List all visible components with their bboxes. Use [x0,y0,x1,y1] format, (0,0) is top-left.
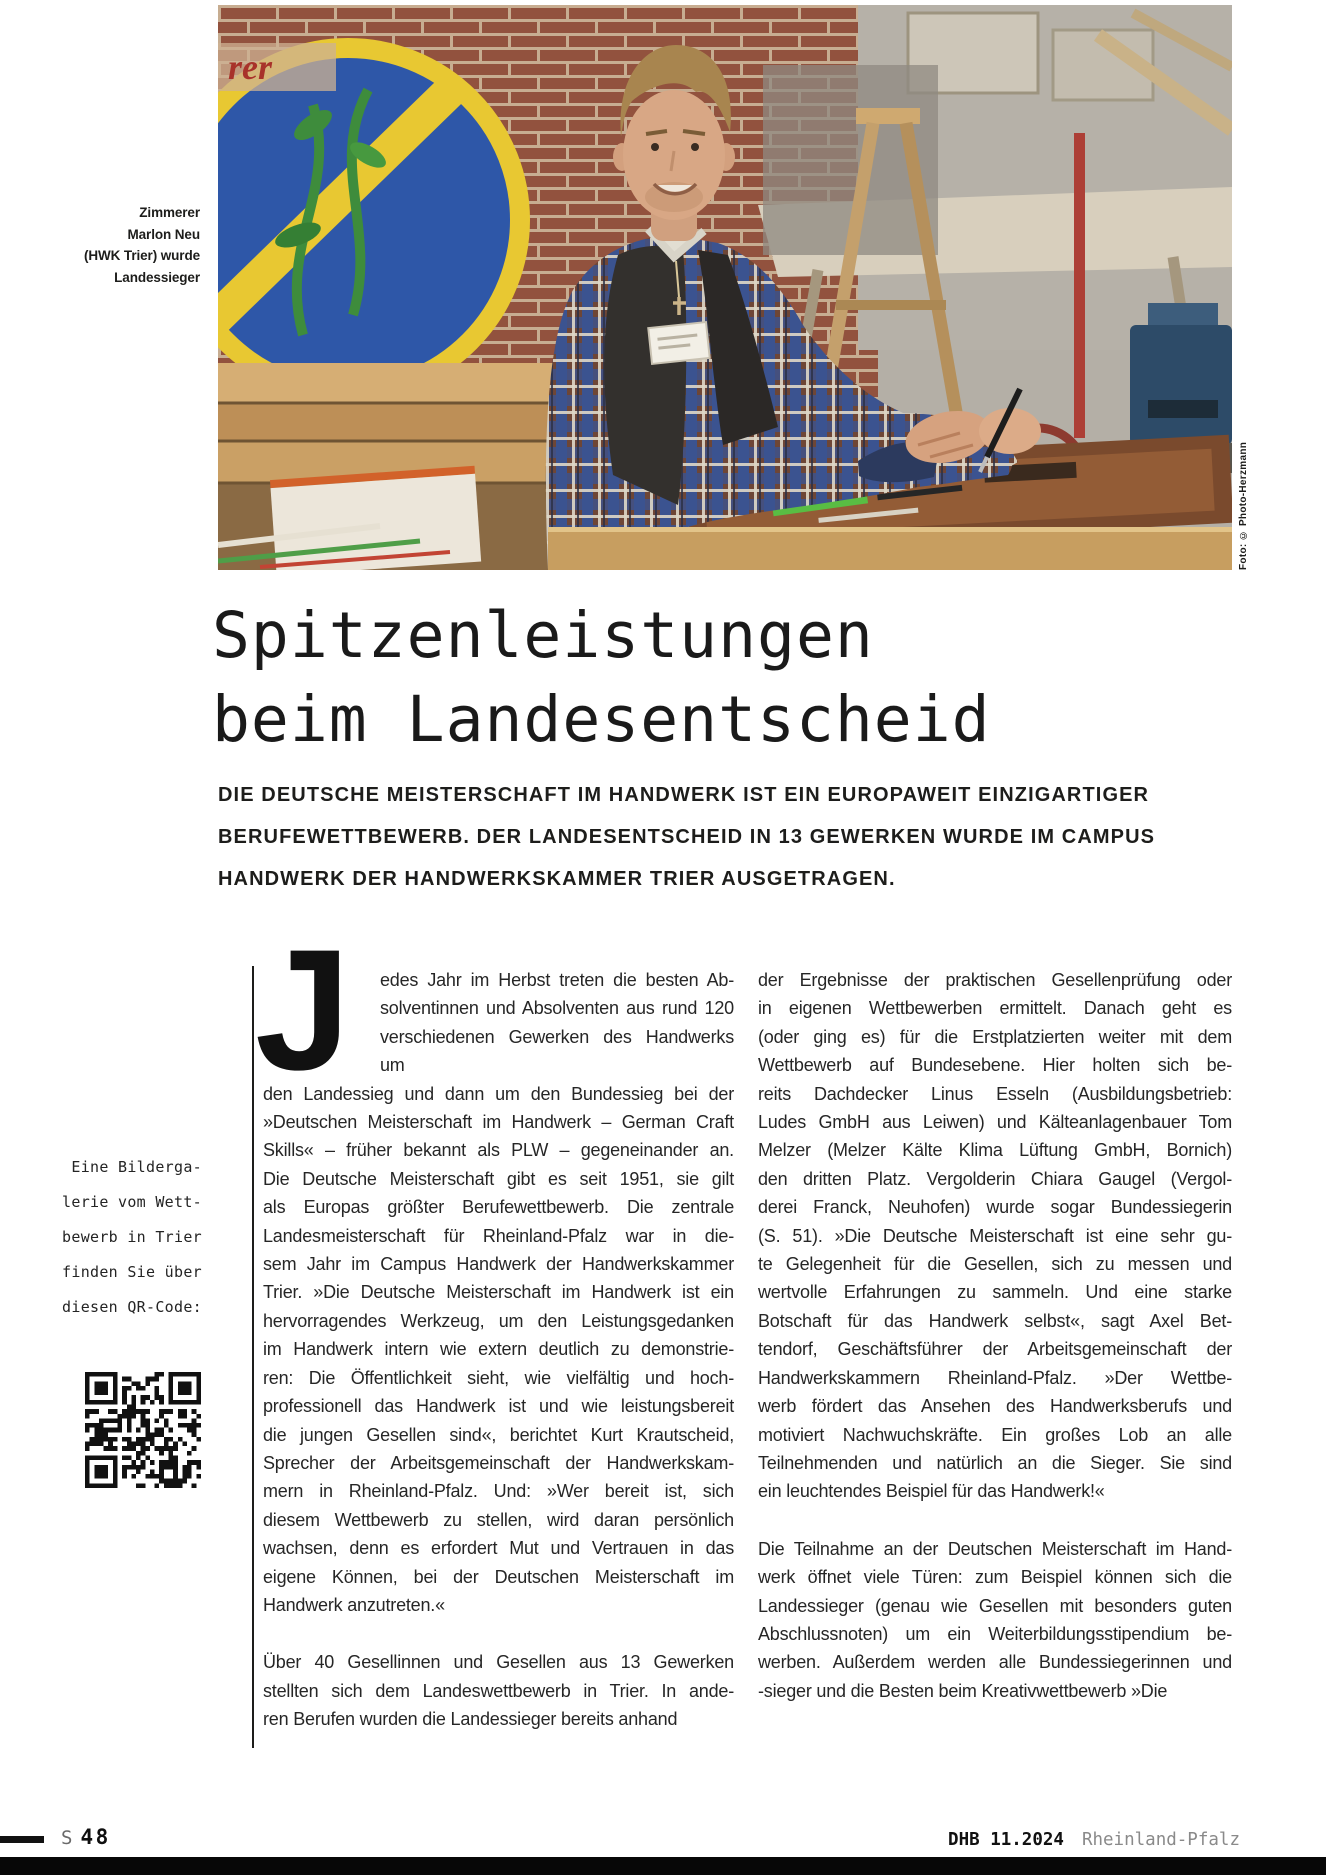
footer-issue-info [948,1830,1240,1850]
photo-caption: Zimmerer Marlon Neu (HWK Trier) wurde Landessieger [83,205,200,285]
body-column-1 [255,914,734,1734]
column-rule [252,966,254,1748]
footer-page-num: 48 [80,1825,111,1849]
paragraph-2-text: Über 40 Gesellinnen und Gesellen aus 13 Gewerken stellten sich dem Landeswettbewerb in Trier. In ande- ren Berufen wurden die Landessieger bereits anhand [263,1652,734,1730]
qr-code-icon [85,1372,201,1488]
paragraph-4 [758,1535,1232,1705]
wall-sign-text: rer [228,47,272,87]
footer-page-prefix: S [61,1827,73,1849]
body-column-2 [758,966,1232,1705]
drop-cap-box [255,914,380,1106]
paragraph-3-text: der Ergebnisse der praktischen Gesellenprüfung oder in eigenen Wettbewerben ermittelt. Danach geht es (oder ging es) für die Erstplatzierten weiter mit dem Wettbewerb auf Bundesebene. Hier holten sich be- reits Dachdecker Linus Esseln (Ausbildungsbetrieb: Ludes GmbH aus Leiwen) und Kälteanlagenbauer Tom Melzer (Melzer Kälte Klima Lüftung GmbH, Bornich) den dritten Platz. Vergolderin Chiara Gaugel (Vergol- derei Franck, Neuhofen) wurde sogar Bundessiegerin (S. 51). »Die Deutsche Meisterschaft ist eine sehr gu- te Gelegenheit für die Gesellen, sich zu messen und wertvolle Erfahrungen zu sammeln. Und eine starke Botschaft für das Handwerk selbst«, sagt Axel Bet- tendorf, Geschäftsführer der Arbeitsgemeinschaft der Handwerkskammern Rheinland-Pfalz. »Der Wettbe- werb fördert das Ansehen des Handwerksberufs und motiviert Nachwuchskräfte. Ein großes Lob an alle Teilnehmenden und natürlich an die Sieger. Sie sind ein leuchtendes Beispiel für das Handwerk!« [758,970,1232,1502]
page-bottom-bar [0,1857,1326,1875]
paragraph-2 [263,1648,734,1733]
paragraph-4-text: Die Teilnahme an der Deutschen Meisterschaft im Hand- werk öffnet viele Türen: zum Beispiel können sich die Landessieger (genau wie Gesellen mit besonders guten Abschlussnoten) um ein Weiterbildungsstipendium be- werben. Außerdem werden alle Bundessiegerinnen und -sieger und die Besten beim Kreativwettbewerb »Die [758,1538,1232,1701]
article-photo [218,5,1232,570]
footer-page-number [61,1825,111,1849]
paragraph-3 [758,966,1232,1506]
paragraph-1 [255,914,734,1619]
paragraph-1-text: edes Jahr im Herbst treten die besten Ab- solventinnen und Absolventen aus rund 120 verschiedenen Gewerken des Handwerks um den Landessieg und dann um den Bundessieg bei der »Deutschen Meisterschaft im Handwerk – German Craft Skills« – früher bekannt als PLW – gegeneinander an. Die Deutsche Meisterschaft gibt es seit 1951, sie gilt als Europas größter Berufewettbewerb. Die zentrale Landesmeisterschaft für Rheinland-Pfalz war in die- sem Jahr im Campus Handwerk der Handwerkskammer Trier. »Die Deutsche Meisterschaft im Handwerk ist ein hervorragendes Werkzeug, um den Leistungsgedanken im Handwerk intern wie extern deutlich zu demonstrie- ren: Die Öffentlichkeit sieht, wie vielfältig und hoch- professionell das Handwerk ist und wie leistungsbereit die jungen Gesellen sind«, berichtet Kurt Krautscheid, Sprecher der Arbeitsgemeinschaft der Handwerkskam- mern in Rheinland-Pfalz. Und: »Wer bereit ist, sich diesem Wettbewerb zu stellen, wird daran persönlich wachsen, denn es erfordert Mut und Vertrauen in das eigene Können, bei der Deutschen Meisterschaft im Handwerk anzutreten.« [263,970,734,1615]
footer-issue: DHB 11.2024 [948,1830,1064,1850]
footer-dash [0,1836,44,1843]
article-standfirst: DIE DEUTSCHE MEISTERSCHAFT IM HANDWERK IST EIN EUROPAWEIT EINZIGARTIGER BERUFEWETTBEWERB. DER LANDESENTSCHEID IN 13 GEWERKEN WURDE IM CAMPUS HANDWERK DER HANDWERKSKAMMER TRIER AUSGETRAGEN. [218,784,1156,890]
drop-cap: J [255,914,351,1106]
workshop-photo-illustration [218,5,1232,570]
qr-code [85,1372,201,1488]
article-headline: Spitzenleistungen beim Landesentscheid [212,599,991,756]
footer-region: Rheinland-Pfalz [1081,1830,1240,1850]
sidebar-gallery-note: Eine Bilderga- lerie vom Wett- bewerb in Trier finden Sie über diesen QR-Code: [62,1158,202,1316]
photo-credit: Foto: © Photo-Herzmann [1238,441,1249,570]
